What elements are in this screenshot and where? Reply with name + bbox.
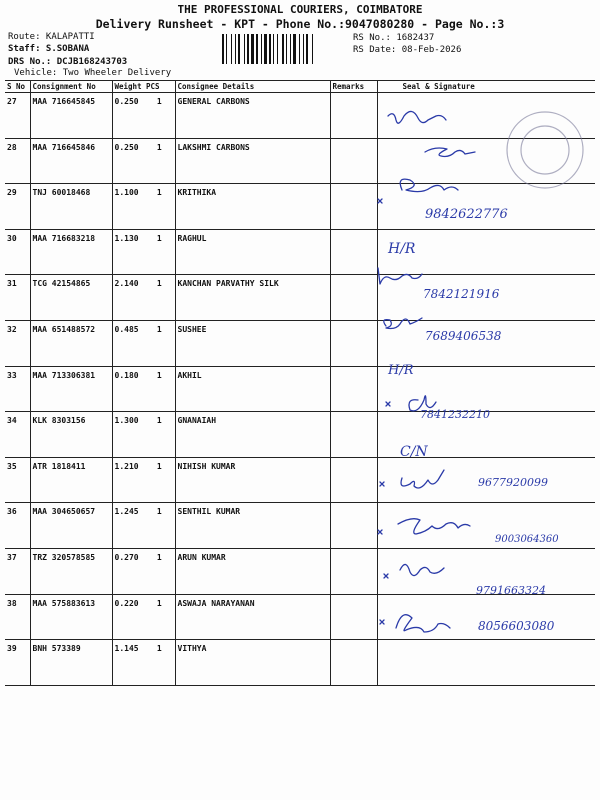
r38-phone: 9791663324: [476, 584, 546, 597]
cell-remarks: [330, 366, 377, 412]
cell-consignee: ASWAJA NARAYANAN: [175, 594, 330, 640]
cell-weight: 0.250: [112, 138, 144, 184]
cell-consignment: MAA 716645845: [30, 93, 112, 139]
cell-pcs: 1: [144, 138, 175, 184]
cell-consignment: MAA 716645846: [30, 138, 112, 184]
col-consignment: Consignment No: [30, 81, 112, 93]
table-row: [5, 503, 595, 549]
cell-pcs: 1: [144, 412, 175, 458]
cell-sno: 35: [5, 457, 30, 503]
cell-sno: 30: [5, 229, 30, 275]
cell-pcs: 1: [144, 594, 175, 640]
cell-weight: 0.220: [112, 594, 144, 640]
cell-consignee: GENERAL CARBONS: [175, 93, 330, 139]
cell-pcs: 1: [144, 184, 175, 230]
vehicle-label: Vehicle: Two Wheeler Delivery: [14, 68, 172, 78]
cell-consignee: SUSHEE: [175, 320, 330, 366]
table-row: [5, 457, 595, 503]
cell-sno: 29: [5, 184, 30, 230]
cell-signature: [377, 503, 595, 549]
cell-sno: 38: [5, 594, 30, 640]
runsheet-subtitle: Delivery Runsheet - KPT - Phone No.:9047080280 - Page No.:3: [95, 17, 505, 31]
cell-signature: [377, 640, 595, 686]
table-row: [5, 275, 595, 321]
table-row: [5, 229, 595, 275]
cell-consignee: AKHIL: [175, 366, 330, 412]
cell-sno: 27: [5, 93, 30, 139]
cell-sno: 36: [5, 503, 30, 549]
cell-pcs: 1: [144, 366, 175, 412]
cell-consignment: TRZ 320578585: [30, 548, 112, 594]
r29-phone: 9842622776: [425, 207, 508, 222]
cell-consignment: MAA 713306381: [30, 366, 112, 412]
cell-signature: [377, 457, 595, 503]
table-header-row: [5, 81, 595, 93]
cell-pcs: 1: [144, 229, 175, 275]
cell-consignee: GNANAIAH: [175, 412, 330, 458]
cell-consignee: RAGHUL: [175, 229, 330, 275]
cell-signature: [377, 138, 595, 184]
cell-remarks: [330, 229, 377, 275]
table-row: [5, 594, 595, 640]
cell-weight: 1.245: [112, 503, 144, 549]
cell-signature: [377, 366, 595, 412]
col-remarks: Remarks: [330, 81, 377, 93]
col-sno: S No: [5, 81, 30, 93]
table-row: [5, 184, 595, 230]
table-row: [5, 93, 595, 139]
cell-remarks: [330, 93, 377, 139]
cell-signature: [377, 412, 595, 458]
cell-remarks: [330, 594, 377, 640]
cell-pcs: 1: [144, 275, 175, 321]
cell-sno: 34: [5, 412, 30, 458]
cell-pcs: 1: [144, 548, 175, 594]
r35-note: C/N: [400, 444, 428, 460]
cell-weight: 0.270: [112, 548, 144, 594]
table-row: [5, 548, 595, 594]
r37-phone: 9003064360: [495, 534, 559, 545]
table-row: [5, 366, 595, 412]
rs-number: RS No.: 1682437: [353, 33, 435, 43]
col-weight: Weight: [112, 81, 144, 93]
barcode-icon: [222, 34, 350, 64]
cell-weight: 1.130: [112, 229, 144, 275]
table-row: [5, 320, 595, 366]
cell-weight: 1.300: [112, 412, 144, 458]
cell-weight: 0.180: [112, 366, 144, 412]
cell-consignee: LAKSHMI CARBONS: [175, 138, 330, 184]
table-row: [5, 412, 595, 458]
r39-phone: 8056603080: [478, 619, 555, 633]
col-consignee: Consignee Details: [175, 81, 330, 93]
cell-consignment: TCG 42154865: [30, 275, 112, 321]
cell-sno: 31: [5, 275, 30, 321]
cell-weight: 1.100: [112, 184, 144, 230]
cell-remarks: [330, 457, 377, 503]
cell-weight: 1.210: [112, 457, 144, 503]
cell-sno: 39: [5, 640, 30, 686]
cell-consignee: ARUN KUMAR: [175, 548, 330, 594]
cell-pcs: 1: [144, 640, 175, 686]
cell-remarks: [330, 138, 377, 184]
cell-signature: [377, 548, 595, 594]
cell-consignment: MAA 575883613: [30, 594, 112, 640]
cell-remarks: [330, 320, 377, 366]
r33-note: H/R: [388, 363, 414, 378]
col-signature: Seal & Signature: [377, 81, 595, 93]
company-title: THE PROFESSIONAL COURIERS, COIMBATORE: [177, 3, 423, 16]
cell-sno: 28: [5, 138, 30, 184]
cell-weight: 1.145: [112, 640, 144, 686]
r32-phone: 7689406538: [425, 329, 502, 343]
runsheet-table: [5, 80, 595, 686]
drs-number: DRS No.: DCJB168243703: [8, 57, 128, 67]
cell-consignment: MAA 304650657: [30, 503, 112, 549]
table-row: [5, 640, 595, 686]
rs-date: RS Date: 08-Feb-2026: [353, 45, 462, 55]
cell-sno: 32: [5, 320, 30, 366]
cell-weight: 0.485: [112, 320, 144, 366]
r36-phone: 9677920099: [478, 476, 548, 489]
cell-consignee: KANCHAN PARVATHY SILK: [175, 275, 330, 321]
cell-weight: 0.250: [112, 93, 144, 139]
cell-consignment: ATR 1818411: [30, 457, 112, 503]
cell-consignment: BNH 573389: [30, 640, 112, 686]
r31-phone: 7842121916: [423, 287, 500, 301]
cell-remarks: [330, 640, 377, 686]
cell-remarks: [330, 412, 377, 458]
route-label: Route: KALAPATTI: [8, 32, 95, 42]
cell-remarks: [330, 503, 377, 549]
cell-signature: [377, 93, 595, 139]
cell-pcs: 1: [144, 503, 175, 549]
cell-remarks: [330, 275, 377, 321]
cell-consignment: MAA 651488572: [30, 320, 112, 366]
cell-consignment: KLK 8303156: [30, 412, 112, 458]
staff-label: Staff: S.SOBANA: [8, 44, 90, 54]
cell-remarks: [330, 184, 377, 230]
cell-pcs: 1: [144, 457, 175, 503]
cell-consignment: TNJ 60018468: [30, 184, 112, 230]
cell-consignee: VITHYA: [175, 640, 330, 686]
cell-consignment: MAA 716683218: [30, 229, 112, 275]
cell-remarks: [330, 548, 377, 594]
cell-pcs: 1: [144, 320, 175, 366]
cell-sno: 33: [5, 366, 30, 412]
cell-consignee: SENTHIL KUMAR: [175, 503, 330, 549]
cell-consignee: KRITHIKA: [175, 184, 330, 230]
r34-phone: 7841232210: [420, 408, 490, 421]
cell-pcs: 1: [144, 93, 175, 139]
cell-signature: [377, 594, 595, 640]
cell-signature: [377, 275, 595, 321]
table-body: [5, 93, 595, 686]
r30-note: H/R: [388, 241, 416, 257]
cell-signature: [377, 229, 595, 275]
cell-signature: [377, 184, 595, 230]
cell-weight: 2.140: [112, 275, 144, 321]
col-pcs: PCS: [144, 81, 175, 93]
table-row: [5, 138, 595, 184]
cell-signature: [377, 320, 595, 366]
cell-sno: 37: [5, 548, 30, 594]
cell-consignee: NIHISH KUMAR: [175, 457, 330, 503]
